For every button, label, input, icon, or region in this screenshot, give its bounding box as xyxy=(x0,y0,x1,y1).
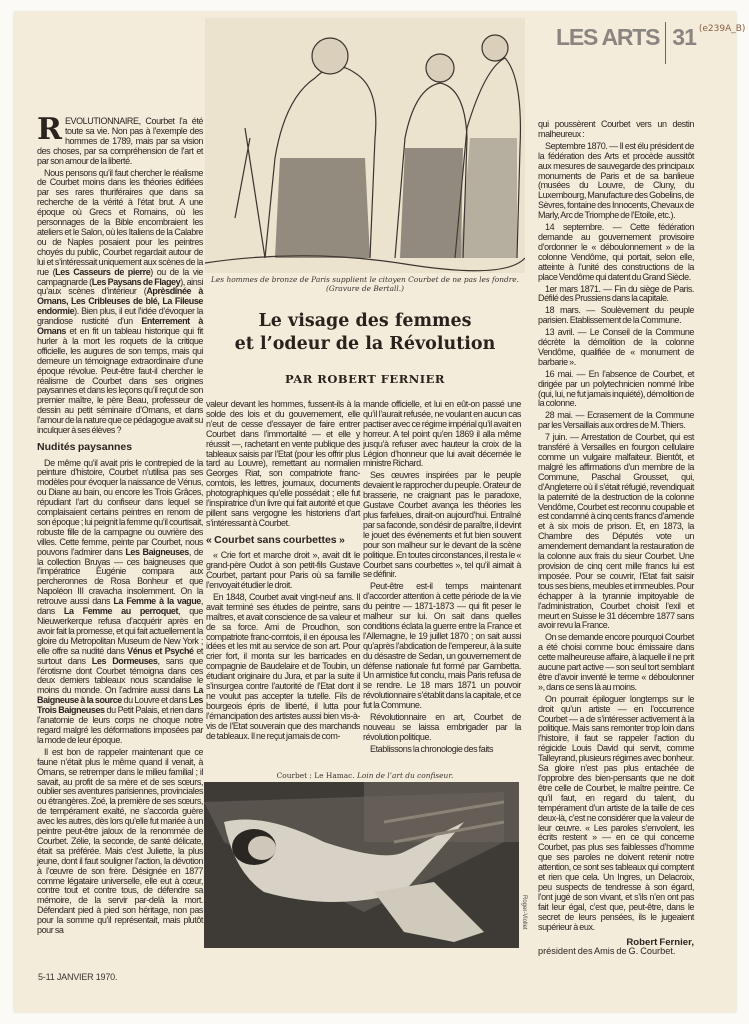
text-run: Révolutionnaire en art, Courbet de nouveau se laissa embrigader par la révolution politique. xyxy=(363,712,521,742)
article-title xyxy=(200,310,530,356)
photo-credit: Roger-Viollet xyxy=(521,895,527,930)
article-paragraph xyxy=(363,713,521,743)
text-run: Il est bon de rappeler maintenant que ce faune n’était plus le même quand il venait, à Ornans, se retremper dans le milieu familial ; il savait, au profit de sa mère et de ses sœurs, oublier ses aventures parisiennes, provinciales ou étrangères. Zoé, la première de ses sœurs, de tempérament exalté, ne s’accorda guère avec les autres, dès lors qu’elle fut mariée à un peintre peut-être jaloux de la renommée de Courbet. Zélie, la seconde, de santé délicate, était sa préférée. Mais c’est Juliette, la plus jeune, dont il faut souligner l’action, la dévotion à l’œuvre de son frère. Désignée en 1877 comme légataire universelle, elle eut à cœur, contre tout et contre tous, de défendre sa mémoire, de la servir par-delà la mort. Défendant pied à pied son héritage, non pas pour la somme qu’il représentait, mais plutôt pour sa xyxy=(37,746,203,936)
article-paragraph xyxy=(37,459,203,746)
article-paragraph xyxy=(37,169,203,436)
artwork-title: Les Trois Baigneuses xyxy=(37,695,203,716)
engraving-caption xyxy=(200,275,530,293)
article-paragraph xyxy=(206,593,360,742)
article-paragraph xyxy=(538,370,694,410)
text-run: ), ainsi qu’aux scènes d’intérieur ( xyxy=(37,276,203,297)
artwork-title: Les Dormeuses xyxy=(91,655,158,666)
article-paragraph xyxy=(363,745,521,755)
text-run: et en fit un tableau historique qui fit hurler à la mort les roquets de la critique officielle, les augures de son temps, mais qui demeure un témoignage extraordinaire d’une époque révolue. Peut-être faut-il chercher le réalisme de Courbet dans ses origines paysannes et dans les leçons qu’il reçut de son premier maître, le père Beau, professeur de dessin au petit séminaire d’Ornans, et dans l’amour de la nature que ce pédagogue avait su inculquer à ses élèves ? xyxy=(37,326,204,436)
text-run: mande officielle, et lui en eût-on passé une qu’il l’aurait refusée, ne voulant en aucun cas pactiser avec ce régime impérial qu’il avait en horreur. A tel point qu’en 1869 il alla même jusqu’à refuser avec hauteur la croix de la Légion d’honneur que lui avait décernée le ministre Richard. xyxy=(363,399,521,469)
text-run: qui poussèrent Courbet vers un destin malheureux : xyxy=(538,119,694,139)
article-title-line-1: Le visage des femmes xyxy=(258,311,472,331)
section-heading: « Courbet sans courbettes » xyxy=(206,533,345,546)
text-run: du Petit Palais, et rien dans l’anatomie de leurs corps ne choque notre regard malgré les déformations imposées par la mode de leur époque. xyxy=(37,705,203,745)
issue-date: 5-11 JANVIER 1970. xyxy=(38,972,118,982)
text-run: 28 mai. — Ecrasement de la Commune par les Versaillais aux ordres de M. Thiers. xyxy=(538,410,694,431)
article-paragraph xyxy=(538,223,694,282)
text-run: 1er mars 1871. — Fin du siège de Paris. Défilé des Prussiens dans la capitale. xyxy=(538,283,694,304)
article-paragraph xyxy=(538,328,694,368)
article-paragraph xyxy=(37,748,203,936)
text-run: 7 juin. — Arrestation de Courbet, qui est transféré à Versailles en fourgon cellulaire comme un vulgaire malfaiteur. Bientôt, et malgré les affirmations d’un membre de la Commune, Paschal Grousset, qui, d’Angleterre où il s’était réfugié, revendiquait la paternité de la destruction de la colonne Vendôme, Courbet est reconnu coupable et est condamné à cinq cents francs d’amende et à six mois de prison. Et, en 1873, la Chambre des Députés vote un amendement demandant la restauration de la colonne aux frais du sieur Courbet. Une provision de cinq cent mille francs lui est imposée. Pour se couvrir, l’Etat fait saisir tous ses biens, meubles et immeubles. Pour échapper à la tyrannie impitoyable de l’administration, Courbet choisit l’exil et meurt en Suisse le 31 décembre 1877 sans avoir revu la France. xyxy=(538,432,694,631)
article-paragraph xyxy=(538,695,694,933)
text-run: On pourrait épiloguer longtemps sur le droit qu’un artiste — en l’occurrence Courbet — a de s’intéresser activement à la politique. Mais sans remonter trop loin dans l’histoire, il faut se rappeler l’action du régicide Louis David qui servit, comme Talleyrand, plusieurs régimes avec bonheur. Sa gloire n’est pas plus entachée de l’opprobre des bien-pensants que ne doit être celle de Courbet, le maître peintre. Ce qu’il faut, en regard du talent, du tempérament d’un artiste de la taille de ces deux-là, c’est ne considérer que la valeur de leur œuvre. « Les paroles s’envolent, les écrits restent » — en ce qui concerne Courbet, pas plus ses faiblesses d’homme que ses paroles ne doivent retenir notre attention, ce sont ses tableaux qui comptent et rien que cela. Un Ingres, un Delacroix, peu suspects de tendresse à son égard, l’ont jugé de son vivant, et s’ils n’en ont pas fait leur égal, c’est que, peut-être, dans le secret de leurs pensées, ils le jugeaient supérieur à eux. xyxy=(538,693,694,932)
text-run: Septembre 1870. — Il est élu président de la fédération des Arts et procède aussitôt aux mesures de sauvegarde des principaux monuments de Paris et de sa banlieue (musées du Louvre, de Cluny, du Luxembourg, Manufacture des Gobelins, de Sèvres, fontaine des Innocents, Chevaux de Marly, Arc de Triomphe de l’Etoile, etc.). xyxy=(538,140,694,221)
hammock-painting-photo xyxy=(204,782,519,948)
article-paragraph xyxy=(37,112,203,167)
text-run: , de la collection Bruyas — ces baigneuses que l’impératrice Eugénie compara aux percheronnes de Rosa Bonheur et que Napoléon III cravacha insolemment. On la retrouve aussi dans xyxy=(37,546,203,607)
text-run: En 1848, Courbet avait vingt-neuf ans. Il avait terminé ses études de peintre, sans maîtres, et avait conscience de sa valeur et de sa force. Ami de Proudhon, son compatriote franc-comtois, il en épousa les idées et les mit au service de son art. Pour crier fort, il monta sur les barricades en compagnie de Baudelaire et de Toubin, un étudiant originaire du Jura, et par la suite il s’insurgea contre l’autorité de l’Etat dont il ne voulut pas accepter la tutelle. Fils de bourgeois épris de liberté, il lutta pour l’émancipation des artistes aussi bien vis-à-vis de l’Etat souverain que des marchands de tableaux. Il ne reçut jamais de com- xyxy=(206,591,360,741)
photo-caption-text: Loin de l’art du confiseur. xyxy=(357,771,454,780)
artwork-title: La Femme à la vague xyxy=(113,596,201,607)
text-run: EVOLUTIONNAIRE, Courbet l’a été toute sa vie. Non pas à l’exemple des hommes de 1789, mais par sa vision des choses, par sa compréhension de l’art et par son amour de la liberté. xyxy=(37,116,203,166)
handwritten-note: (e239A_B) xyxy=(698,24,746,34)
text-run: ) ou de la vie campagnarde ( xyxy=(37,266,203,287)
hammock-painting xyxy=(204,782,519,948)
text-run: Nous pensons qu’il faut chercher le réalisme de Courbet moins dans les théories édifiées par ses rares thuriféraires que dans sa recherche de la vérité à l’état brut. A une époque où Grecs et Romains, où les personnages de la Bible encombraient les ateliers et le Salon, où les Italiens de la Calabre ou de Naples posaient pour les peintres choyés du public, Courbet regardait autour de lui et s’intéressait uniquement aux scènes de la rue ( xyxy=(37,167,203,277)
text-run: On se demande encore pourquoi Courbet a été choisi comme bouc émissaire dans cette malheureuse affaire, à laquelle il ne prit aucune part active — son seul tort semblant être d’avoir inventé le terme « déboulonner », dans ce sens là au moins. xyxy=(538,632,694,692)
artwork-title: Les Baigneuses xyxy=(125,546,189,557)
text-run: Peut-être est-il temps maintenant d’accorder attention à cette période de la vie du peintre — 1871-1873 — qui fit peser le malheur sur lui. On sait dans quelles conditions éclata la guerre entre la France et l’Allemagne, le 19 juillet 1870 ; on sait aussi qu’après l’abdication de l’empereur, à la suite du désastre de Sedan, un gouvernement de défense nationale fut formé par Gambetta. Un armistice fut conclu, mais Paris refusa de se rendre. Le 18 mars 1871 un pouvoir révolutionnaire s’établit dans la capitale, et ce fut la Commune. xyxy=(363,581,521,711)
text-run: et surtout dans xyxy=(37,645,203,666)
artwork-title: La Femme au perroquet xyxy=(63,606,179,617)
text-run: ). Bien plus, il eut l’idée d’évoquer la grandiose rusticité d’un xyxy=(37,306,203,327)
article-paragraph xyxy=(538,306,694,326)
text-run: , que Nieuwerkerque refusa d’acquérir après en avoir fait la promesse, et qui fait actuellement la gloire du Metropolitan Museum de New York ; elle offre sa nudité dans xyxy=(37,606,203,656)
page-number: 31 xyxy=(672,24,696,50)
artwork-title: Les Casseurs de pierre xyxy=(55,266,151,277)
header-divider xyxy=(665,22,666,64)
article-paragraph xyxy=(538,142,694,221)
photo-caption-title: Courbet : Le Hamac. xyxy=(276,771,355,780)
text-run: Ses œuvres inspirées par le peuple devaient le rapprocher du peuple. Orateur de brasserie, ne craignant pas le paradoxe, Gustave Courbet avança les théories les plus farfelues, dirait-on aujourd’hui. Entraîné par sa faconde, son désir de paraître, il devint le jouet des événements et fut bien souvent pour son malheur sur le devant de la scène politique. En toutes circonstances, il resta le « Courbet sans courbettes », tel qu’il aimait à se définir. xyxy=(363,470,521,580)
text-run: valeur devant les hommes, fussent-ils à la solde des lois et du gouvernement, elle n’eut de cesse d’essayer de faire entrer Courbet dans l’immortalité — et elle y réussit —, rachetant en vente publique des tableaux saisis par l’Etat (pour les offrir plus tard au Louvre), remettant au normalien Georges Riat, son compatriote franc-comtois, les lettres, journaux, documents photographiques qu’elle possédait ; elle fut l’inspiratrice d’un livre qui fait autorité et que pillent sans vergogne les historiens d’art s’intéressant à Courbet. xyxy=(206,399,360,528)
article-column-3 xyxy=(363,400,521,757)
article-column-1 xyxy=(37,112,204,938)
article-byline: PAR ROBERT FERNIER xyxy=(285,372,445,386)
text-run: 16 mai. — En l’absence de Courbet, et dirigée par un polytechnicien nommé Iribe (qui, lui, ne fut jamais inquiété), démolition de la colonne. xyxy=(538,368,694,409)
article-paragraph xyxy=(538,633,694,692)
article-paragraph xyxy=(538,411,694,431)
article-paragraph xyxy=(538,285,694,305)
author-title: président des Amis de G. Courbet. xyxy=(538,946,676,957)
artwork-title: Vénus et Psyché xyxy=(127,645,194,656)
photo-caption xyxy=(200,771,530,780)
text-run: De même qu’il avait pris le contrepied de la peinture d’histoire, Courbet n’utilisa pas ses modèles pour évoquer la naissance de Vénus, ou Diane au bain, ou encore les Trois Grâces, répudiant l’art du confiseur dans lequel se complaisaient certains peintres en renom de son époque ; lui peignit la femme qu’il courtisait, robuste fille de la campagne ou ouvrière des villes. Cette femme, peinte par Courbet, nous pouvons l’admirer dans xyxy=(37,457,203,557)
engraving-illustration xyxy=(205,18,525,273)
section-title: LES ARTS xyxy=(556,24,660,50)
article-paragraph xyxy=(363,400,521,469)
text-run: 13 avril. — Le Conseil de la Commune décrète la démolition de la colonne Vendôme, qualifiée de « monument de barbarie ». xyxy=(538,327,694,367)
text-run: , dans xyxy=(37,596,203,617)
article-paragraph xyxy=(538,433,694,631)
artwork-title: La Baigneuse à la source xyxy=(37,685,203,706)
artwork-title: Les Paysans de Flagey xyxy=(91,276,181,287)
article-paragraph xyxy=(206,551,360,591)
text-run: , sans que l’érotisme dont Courbet témoigna dans ces deux derniers tableaux nous scandalise le moins du monde. On l’admire aussi dans xyxy=(37,655,203,696)
artwork-title: Aprèsdînée à Ornans, Les Cribleuses de blé, La Fileuse endormie xyxy=(37,286,203,317)
article-column-2 xyxy=(206,400,360,744)
text-run: Etablissons la chronologie des faits xyxy=(370,743,494,754)
article-paragraph xyxy=(363,582,521,711)
article-title-line-2: et l’odeur de la Révolution xyxy=(234,334,496,354)
text-run: du Louvre et dans xyxy=(121,695,189,706)
text-run: 18 mars. — Soulèvement du peuple parisien. Etablissement de la Commune. xyxy=(538,305,694,326)
engraving-drawing xyxy=(205,18,525,273)
engraving-caption-text: Les hommes de bronze de Paris supplient le citoyen Courbet de ne pas les fondre. xyxy=(211,275,519,284)
author-signature: Robert Fernier, xyxy=(626,936,694,948)
article-column-4 xyxy=(538,120,694,957)
artwork-title: Enterrement à Ornans xyxy=(37,316,203,337)
page-header xyxy=(556,22,745,64)
text-run: « Crie fort et marche droit », avait dit le grand-père Oudot à son petit-fils Gustave Courbet, partant pour Paris où sa famille l’envoyait étudier le droit. xyxy=(206,550,360,590)
engraving-credit: (Gravure de Bertall.) xyxy=(325,284,405,293)
text-run: 14 septembre. — Cette fédération demande au gouvernement provisoire d’ordonner le « déboulonnement » de la colonne Vendôme, qui portait, selon elle, atteinte à l’unité des constructions de la place Vendôme qui datent du Grand Siècle. xyxy=(538,222,694,282)
drop-cap: R xyxy=(37,112,62,147)
article-paragraph xyxy=(538,120,694,140)
article-paragraph xyxy=(206,400,360,529)
article-paragraph xyxy=(363,471,521,580)
section-heading: Nudités paysannes xyxy=(37,441,133,453)
